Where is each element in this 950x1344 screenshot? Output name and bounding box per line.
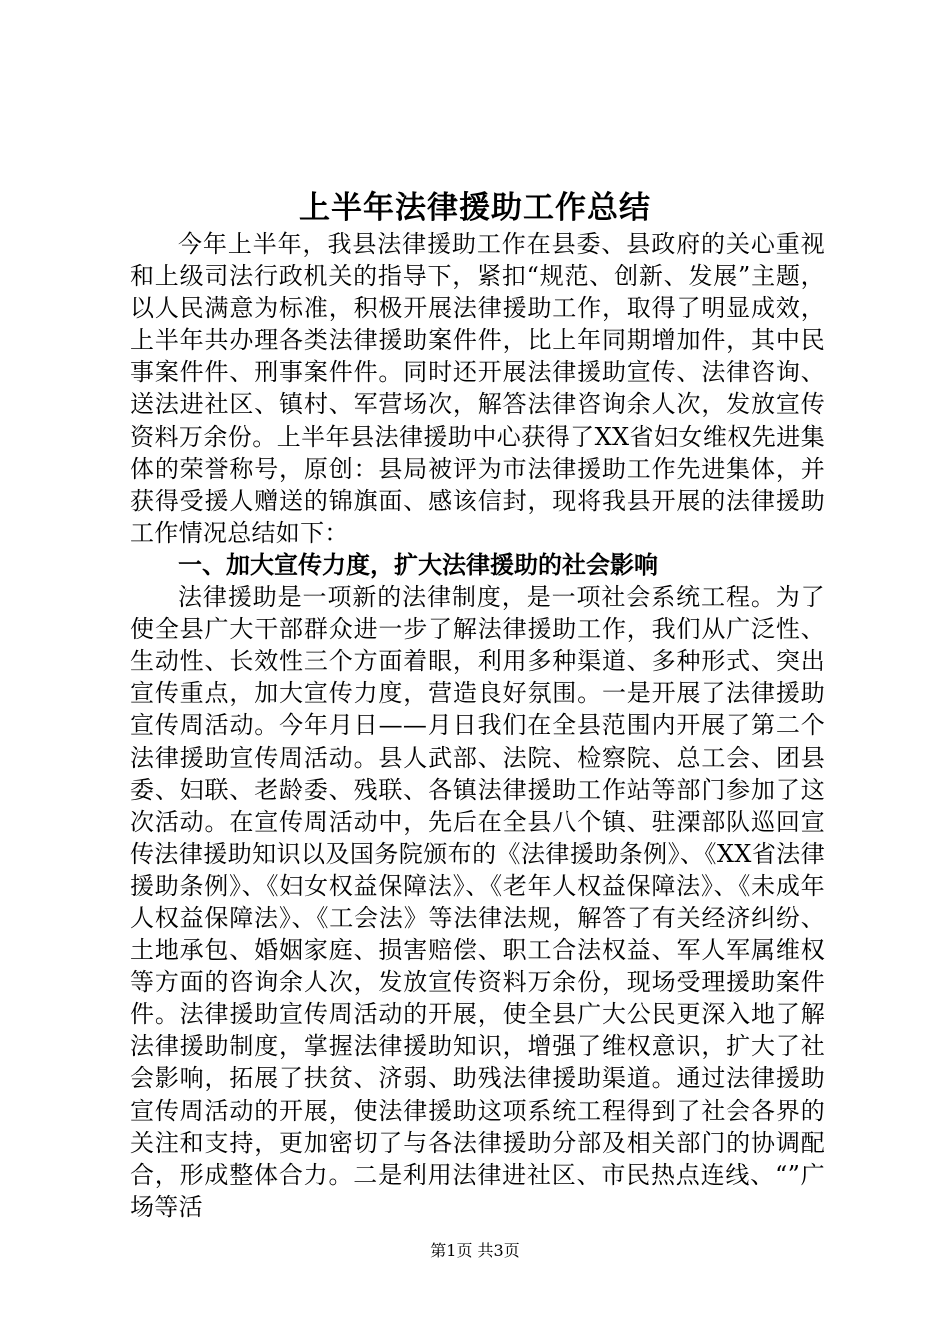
document-body — [130, 228, 825, 1223]
page-footer: 第1页 共3页 — [430, 1241, 520, 1260]
section-heading: 一、加大宣传力度，扩大法律援助的社会影响 — [178, 549, 658, 579]
intro-paragraph: 今年上半年，我县法律援助工作在县委、县政府的关心重视和上级司法行政机关的指导下，紧扣“规范、创新、发展”主题，以人民满意为标准，积极开展法律援助工作，取得了明显成效，上半年共办理各类法律援助案件件，比上年同期增加件，其中民事案件件、刑事案件件。同时还开展法律援助宣传、法律咨询、送法进社区、镇村、军营场次，解答法律咨询余人次，发放宣传资料万余份。上半年县法律援助中心获得了XX省妇女维权先进集体的荣誉称号，原创：县局被评为市法律援助工作先进集体，并获得受援人赠送的锦旗面、感该信封，现将我县开展的法律援助工作情况总结如下： — [130, 230, 825, 547]
section-paragraph: 法律援助是一项新的法律制度，是一项社会系统工程。为了使全县广大干部群众进一步了解法律援助工作，我们从广泛性、生动性、长效性三个方面着眼，利用多种渠道、多种形式、突出宣传重点，加大宣传力度，营造良好氛围。一是开展了法律援助宣传周活动。今年月日——月日我们在全县范围内开展了第二个法律援助宣传周活动。县人武部、法院、检察院、总工会、团县委、妇联、老龄委、残联、各镇法律援助工作站等部门参加了这次活动。在宣传周活动中，先后在全县八个镇、驻溧部队巡回宣传法律援助知识以及国务院颁布的《法律援助条例》、《XX省法律援助条例》、《妇女权益保障法》、《老年人权益保障法》、《未成年人权益保障法》、《工会法》等法律法规，解答了有关经济纠纷、土地承包、婚姻家庭、损害赔偿、职工合法权益、军人军属维权等方面的咨询余人次，发放宣传资料万余份，现场受理援助案件件。法律援助宣传周活动的开展，使全县广大公民更深入地了解法律援助制度，掌握法律援助知识，增强了维权意识，扩大了社会影响，拓展了扶贫、济弱、助残法律援助渠道。通过法律援助宣传周活动的开展，使法律援助这项系统工程得到了社会各界的关注和支持，更加密切了与各法律援助分部及相关部门的协调配合，形成整体合力。二是利用法律进社区、市民热点连线、“”广场等活 — [130, 583, 825, 1221]
document-title: 上半年法律援助工作总结 — [299, 190, 651, 226]
